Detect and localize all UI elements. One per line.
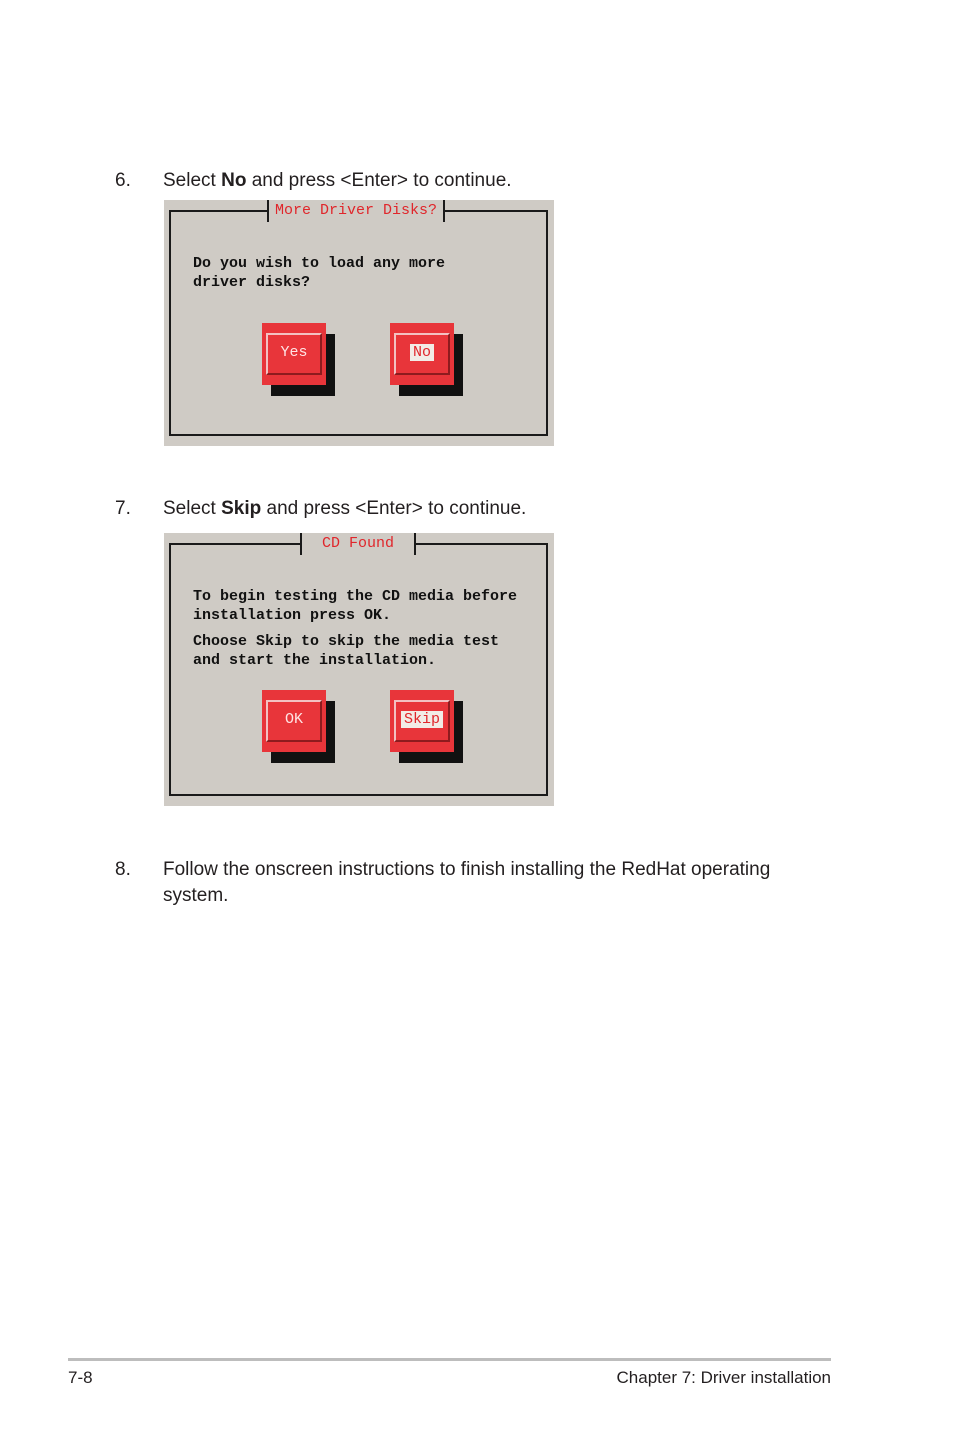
step-number: 8. [115,859,131,880]
dialog-title: CD Found [300,533,416,555]
step-number: 7. [115,498,131,519]
cd-found-dialog [164,533,554,806]
dialog-message: To begin testing the CD media before installation press OK. [193,588,518,624]
step-emphasis: No [221,170,247,191]
dialog-frame [169,535,548,796]
footer-divider [68,1358,831,1361]
dialog-frame [169,202,548,436]
chapter-title: Chapter 7: Driver installation [616,1368,831,1387]
step-text: Select No and press <Enter> to continue. [163,170,512,191]
step-text: Follow the onscreen instructions to finish installing the RedHat operating system. [163,859,771,906]
ok-button-label: OK [284,711,303,728]
yes-button-label: Yes [280,344,308,361]
step-emphasis: Skip [221,498,262,519]
skip-button-label: Skip [396,711,448,729]
page-number: 7-8 [68,1368,93,1387]
more-driver-disks-dialog [164,200,554,446]
dialog-message: Do you wish to load any more driver disks? [193,255,446,291]
dialog-message: Choose Skip to skip the media test and start the installation. [193,633,500,669]
step-text: Select Skip and press <Enter> to continue. [163,498,527,519]
dialog-title: More Driver Disks? [267,200,445,222]
step-number: 6. [115,170,131,191]
no-button-label: No [396,344,448,362]
skip-button[interactable] [390,690,464,764]
ok-button[interactable] [262,690,336,764]
no-button[interactable] [390,323,464,397]
yes-button[interactable] [262,323,336,397]
